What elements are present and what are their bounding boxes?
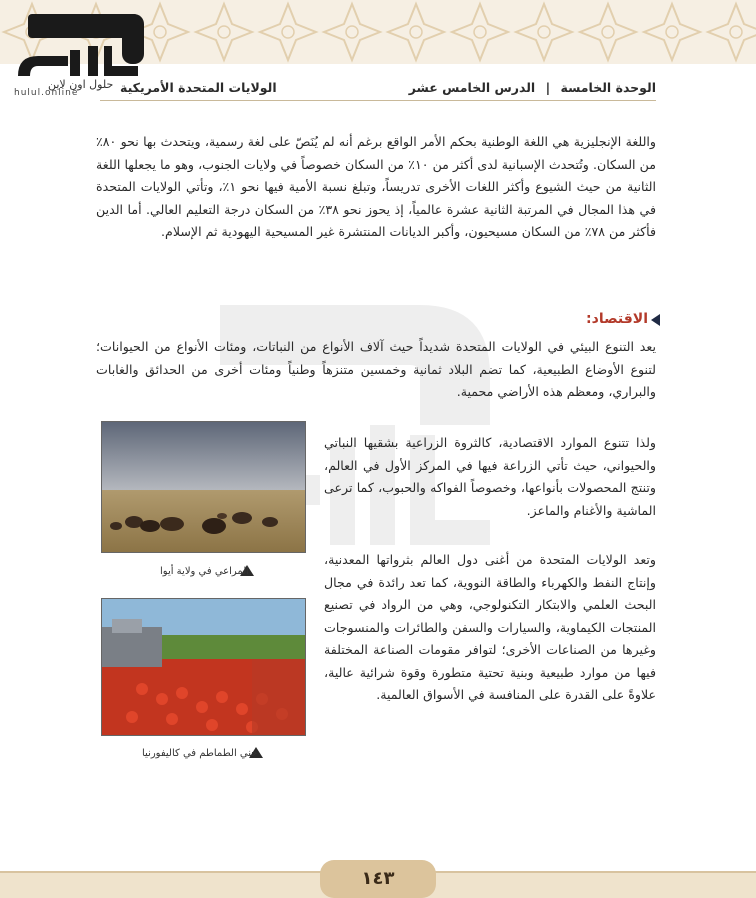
pasture-illustration [102,422,305,552]
header-lesson: الدرس الخامس عشر [408,80,536,95]
paragraph-industry: وتعد الولايات المتحدة من أغنى دول العالم بثرواتها المعدنية، وإنتاج النفط والكهرباء والطاقة النووية، كما تعد رائدة في مجال البحث العلمي والابتكار التكنولوجي، وهي من الرواد في تصنيع المنتجات الكيماوية، والسيارات والسفن والطائرات والمنسوجات وغيرها من الصناعات الأخرى؛ لتوافر مقومات الصناعة المختلفة فيها من موارد طبيعية وبنية تحتية متطورة وقوة شرائية عالية، علاوةً على القدرة على المنافسة في الأسواق العالمية. [324,552,656,702]
photo-iowa-pastures [101,421,306,553]
header-separator: | [545,80,551,95]
header-unit-lesson [409,80,656,95]
section-marker-icon [651,314,660,326]
logo-latin: hulul.online [14,88,79,98]
header-divider [100,100,656,101]
paragraph-biodiversity: يعد التنوع البيئي في الولايات المتحدة شديداً حيث آلاف الأنواع من النباتات، ومئات الأنواع من الحيوانات؛ لتنوع الأوضاع الطبيعية، كما تضم البلاد ثمانية وخمسين متنزهاً وطنياً ومئات أخرى من الحدائق والغابات والبراري، ومعظم هذه الأراضي محمية. [96,339,656,399]
paragraph-language-religion: واللغة الإنجليزية هي اللغة الوطنية بحكم الأمر الواقع برغم أنه لم يُنَصّ على لغة رسمية، ويتحدث بها نحو ٨٠٪ من السكان. وتُتحدث الإسبانية لدى أكثر من ١٠٪ من السكان خصوصاً في ولايات الجنوب، وهو ما يجعلها اللغة الثانية من حيث الشيوع وأكثر اللغات الأخرى تدريساً، وتبلغ نسبة الأمية فيها نحو ١٪، وتأتي الولايات المتحدة في هذا المجال في المرتبة الثانية عشرة عالمياً، إذ يحوز نحو ٣٨٪ من السكان درجة التعليم العالي. أما الدين فأكثر من ٧٨٪ من السكان مسيحيون، وأكبر الديانات المنتشرة غير المسيحية اليهودية ثم الإسلام. [96,134,657,239]
caption-iowa: المراعي في ولاية أيوا [160,566,250,577]
photo-california-tomatoes [101,598,306,736]
header-unit: الوحدة الخامسة [560,80,656,95]
paragraph-agriculture: ولذا تتنوع الموارد الاقتصادية، كالثروة الزراعية بشقيها النباتي والحيواني، حيث تأتي الزراعة فيها في المركز الأول في العالم، وتنتج المحصولات بأنواعها، وخصوصاً الفواكه والحبوب، كما ترعى الماشية والأغنام والماعز. [324,435,656,518]
tomato-harvest-illustration [102,599,305,735]
section-title-economy: الاقتصاد: [586,311,648,327]
header-topic: الولايات المتحدة الأمريكية [120,80,277,95]
caption-california: جني الطماطم في كاليفورنيا [142,748,258,759]
logo-subtitle-text: حلول اون لاين [48,78,114,91]
page-number: ١٤٣ [361,868,395,889]
